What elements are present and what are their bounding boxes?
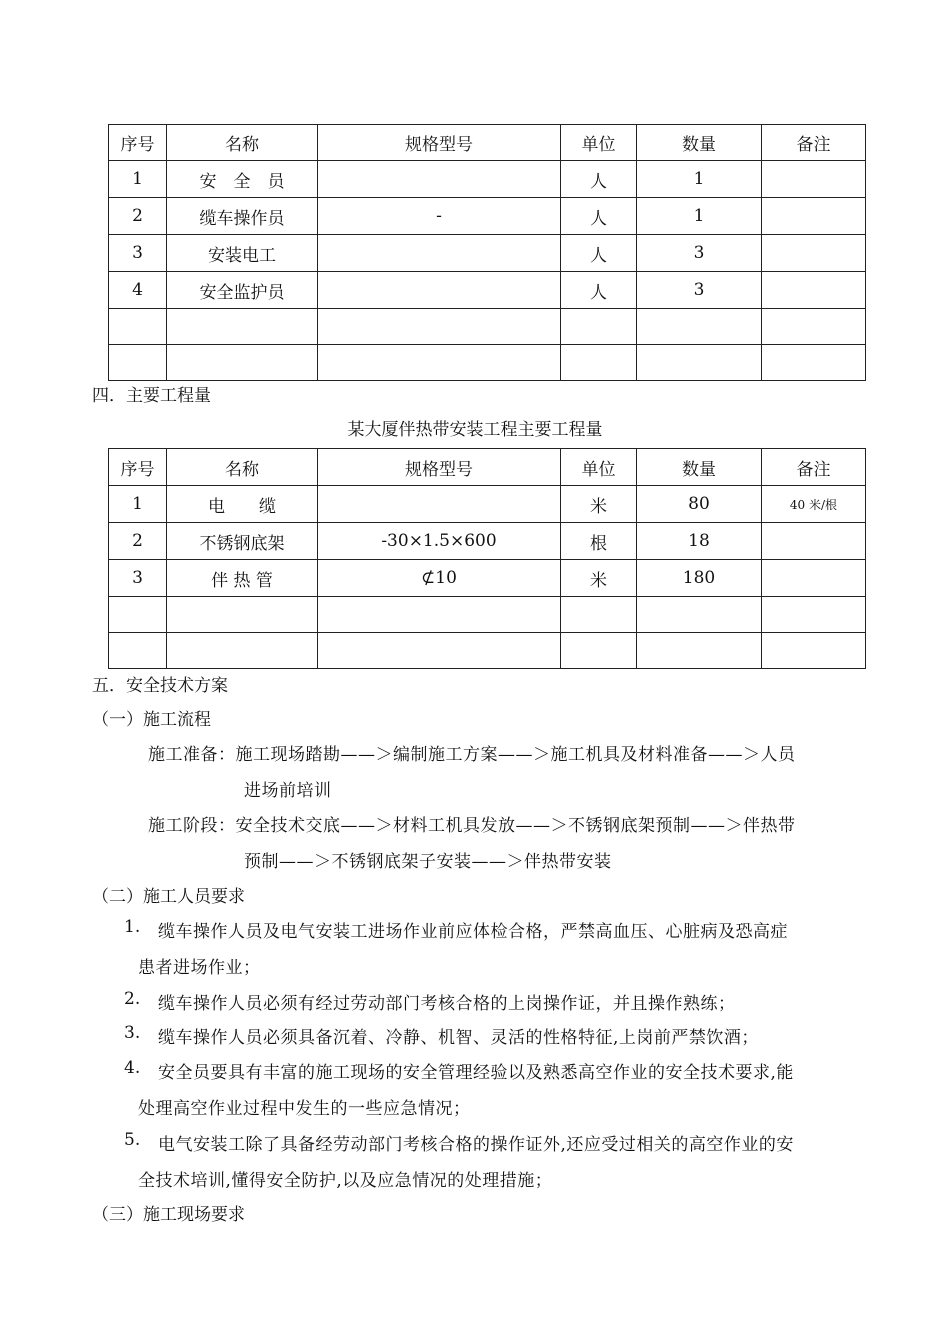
- header-cell: 备注: [762, 125, 866, 161]
- list-item: 电气安装工除了具备经劳动部门考核合格的操作证外,还应受过相关的高空作业的安: [158, 1135, 794, 1155]
- header-cell: 数量: [637, 449, 762, 486]
- table-cell: [318, 345, 561, 381]
- table-row: [109, 345, 866, 381]
- table-cell: [762, 309, 866, 345]
- table-cell: 根: [561, 523, 637, 560]
- table-cell: [762, 560, 866, 597]
- table-cell: [637, 597, 762, 633]
- list-item: 安全员要具有丰富的施工现场的安全管理经验以及熟悉高空作业的安全技术要求,能: [158, 1063, 794, 1083]
- table-cell: [637, 309, 762, 345]
- table-cell: 3: [109, 235, 167, 272]
- table-row: [109, 161, 866, 198]
- table-cell: 180: [637, 560, 762, 597]
- table-cell: 缆车操作员: [167, 198, 318, 235]
- table-row: [109, 560, 866, 597]
- list-item: 患者进场作业；: [138, 958, 261, 978]
- table-cell: -: [318, 198, 561, 235]
- table-cell: [167, 309, 318, 345]
- header-cell: 单位: [561, 125, 637, 161]
- table-row: [109, 198, 866, 235]
- table-cell: 2: [109, 523, 167, 560]
- table-cell: [561, 309, 637, 345]
- table-cell: [318, 486, 561, 523]
- table-header-row: [109, 125, 866, 161]
- prep-flow-line: 施工准备：施工现场踏勘——＞编制施工方案——＞施工机具及材料准备——＞人员: [148, 745, 796, 765]
- table-cell: 1: [637, 198, 762, 235]
- table-cell: [318, 161, 561, 198]
- table-cell: 人: [561, 272, 637, 309]
- subsection-heading: （三）施工现场要求: [92, 1205, 245, 1225]
- list-item: 处理高空作业过程中发生的一些应急情况；: [138, 1099, 471, 1119]
- table-cell: [318, 309, 561, 345]
- table-cell: 3: [637, 272, 762, 309]
- table-cell: 米: [561, 486, 637, 523]
- table-cell: 80: [637, 486, 762, 523]
- subsection-heading: （一）施工流程: [92, 710, 211, 730]
- table-cell: [318, 633, 561, 669]
- table-cell: 人: [561, 161, 637, 198]
- table-row: [109, 272, 866, 309]
- table-cell: 人: [561, 198, 637, 235]
- table-row: [109, 523, 866, 560]
- table-cell: [762, 272, 866, 309]
- table-cell: [109, 633, 167, 669]
- header-cell: 名称: [167, 449, 318, 486]
- quantities-table: [108, 448, 866, 669]
- table-cell: [637, 345, 762, 381]
- table-cell: 安装电工: [167, 235, 318, 272]
- table-cell: [109, 345, 167, 381]
- table-row: [109, 235, 866, 272]
- subsection-heading: （二）施工人员要求: [92, 887, 245, 907]
- header-cell: 规格型号: [318, 125, 561, 161]
- table-cell: [167, 633, 318, 669]
- table-cell: 4: [109, 272, 167, 309]
- table-cell: [762, 161, 866, 198]
- table-cell: 米: [561, 560, 637, 597]
- personnel-table: [108, 124, 866, 381]
- table-title: 某大厦伴热带安装工程主要工程量: [347, 420, 603, 440]
- table-cell: 40 米/根: [762, 486, 866, 523]
- table-cell: [561, 597, 637, 633]
- table-cell: 人: [561, 235, 637, 272]
- list-number: 2.: [124, 989, 141, 1009]
- table-cell: [561, 345, 637, 381]
- table-cell: [762, 523, 866, 560]
- list-number: 1.: [124, 917, 141, 937]
- stage-flow-line: 预制——＞不锈钢底架子安装——＞伴热带安装: [244, 852, 612, 872]
- table-row: [109, 309, 866, 345]
- header-cell: 备注: [762, 449, 866, 486]
- table-cell: ⊄10: [318, 560, 561, 597]
- table-cell: 不锈钢底架: [167, 523, 318, 560]
- table-cell: [561, 633, 637, 669]
- list-item: 缆车操作人员及电气安装工进场作业前应体检合格，严禁高血压、心脏病及恐高症: [158, 922, 788, 942]
- list-number: 5.: [124, 1130, 141, 1150]
- table-cell: 1: [637, 161, 762, 198]
- table-cell: 伴 热 管: [167, 560, 318, 597]
- table-cell: [762, 633, 866, 669]
- table-cell: [637, 633, 762, 669]
- table-cell: [318, 235, 561, 272]
- table-cell: [167, 597, 318, 633]
- table-cell: [762, 198, 866, 235]
- table-header-row: [109, 449, 866, 486]
- table-row: [109, 633, 866, 669]
- table-cell: [109, 309, 167, 345]
- table-cell: 电 缆: [167, 486, 318, 523]
- list-number: 4.: [124, 1058, 141, 1078]
- header-cell: 单位: [561, 449, 637, 486]
- header-cell: 序号: [109, 125, 167, 161]
- table-cell: 1: [109, 161, 167, 198]
- section-heading: 五．安全技术方案: [92, 676, 228, 696]
- table-cell: [762, 345, 866, 381]
- header-cell: 名称: [167, 125, 318, 161]
- list-item: 缆车操作人员必须有经过劳动部门考核合格的上岗操作证，并且操作熟练；: [158, 994, 736, 1014]
- header-cell: 序号: [109, 449, 167, 486]
- list-item: 全技术培训,懂得安全防护,以及应急情况的处理措施；: [138, 1171, 553, 1191]
- table-cell: 1: [109, 486, 167, 523]
- table-cell: [762, 597, 866, 633]
- table-cell: [318, 272, 561, 309]
- list-item: 缆车操作人员必须具备沉着、冷静、机智、灵活的性格特征,上岗前严禁饮酒；: [158, 1028, 759, 1048]
- list-number: 3.: [124, 1023, 141, 1043]
- table-row: [109, 597, 866, 633]
- table-cell: [109, 597, 167, 633]
- table-cell: 3: [109, 560, 167, 597]
- table-cell: 18: [637, 523, 762, 560]
- table-cell: [318, 597, 561, 633]
- table-cell: 3: [637, 235, 762, 272]
- table-cell: [167, 345, 318, 381]
- table-cell: 安全监护员: [167, 272, 318, 309]
- header-cell: 数量: [637, 125, 762, 161]
- table-row: [109, 486, 866, 523]
- table-cell: 2: [109, 198, 167, 235]
- table-cell: -30×1.5×600: [318, 523, 561, 560]
- table-cell: 安 全 员: [167, 161, 318, 198]
- table-cell: [762, 235, 866, 272]
- stage-flow-line: 施工阶段：安全技术交底——＞材料工机具发放——＞不锈钢底架预制——＞伴热带: [148, 816, 796, 836]
- section-heading: 四．主要工程量: [92, 386, 211, 406]
- header-cell: 规格型号: [318, 449, 561, 486]
- prep-flow-line: 进场前培训: [244, 781, 332, 801]
